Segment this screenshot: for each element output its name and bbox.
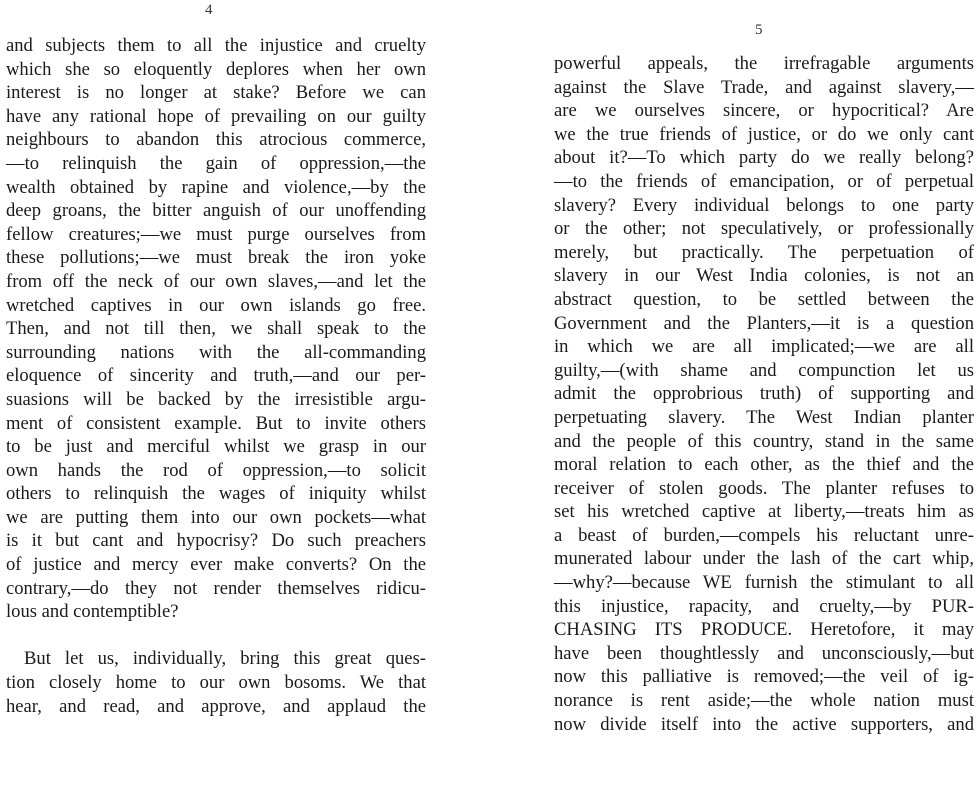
text-line: slavery? Every individual belongs to one party [554,194,974,216]
text-line: —why?—because WE furnish the stimulant to all [554,572,974,594]
text-line: these pollutions;—we must break the iron yoke [6,247,426,269]
text-line: have any rational hope of prevailing on our guilty [6,105,426,127]
paragraph-gap [6,624,426,648]
text-line: is it but cant and hypocrisy? Do such preachers [6,530,426,552]
text-line: suasions will be backed by the irresistible argu- [6,388,426,410]
text-line: own hands the rod of oppression,—to solicit [6,459,426,481]
text-line: moral relation to each other, as the thief and the [554,454,974,476]
text-line: set his wretched captive at liberty,—treats him as [554,501,974,523]
text-line: lous and contemptible? [6,601,179,623]
text-line: we are putting them into our own pockets—what [6,506,426,528]
text-line: —to the friends of emancipation, or of perpetual [554,170,974,192]
text-line: wretched captives in our own islands go free. [6,294,426,316]
right-page [548,0,980,800]
text-line: interest is no longer at stake? Before we can [6,82,426,104]
text-line: ment of consistent example. But to invite others [6,412,426,434]
text-line: slavery in our West India colonies, is not an [554,265,974,287]
text-line: in which we are all implicated;—we are all [554,336,974,358]
text-line: from off the neck of our own slaves,—and let the [6,270,426,292]
text-line: powerful appeals, the irrefragable arguments [554,53,974,74]
text-line: Then, and not till then, we shall speak to the [6,318,426,340]
text-line: or the other; not speculatively, or professionally [554,218,974,240]
text-line: a beast of burden,—compels his reluctant unre- [554,524,974,546]
text-line: —to relinquish the gain of oppression,—the [6,152,426,174]
text-line: wealth obtained by rapine and violence,—by the [6,176,426,198]
page-number-right: 5 [755,22,763,38]
text-line: neighbours to abandon this atrocious commerce, [6,129,426,151]
text-line: we the true friends of justice, or do we only cant [554,123,974,145]
text-line: Government and the Planters,—it is a question [554,312,974,334]
right-page-text [554,52,974,736]
text-line: eloquence of sincerity and truth,—and our per- [6,365,426,387]
text-line: contrary,—do they not render themselves ridicu- [6,577,426,599]
text-line: now this palliative is removed;—the veil of ig- [554,666,974,688]
text-line: guilty,—(with shame and compunction let us [554,359,974,381]
text-line: of justice and mercy ever make converts? On the [6,554,426,576]
text-line: are we ourselves sincere, or hypocritical? Are [554,100,974,122]
text-line: now divide itself into the active supporters, and [554,713,974,735]
text-line: which she so eloquently deplores when her own [6,58,426,80]
text-line: and the people of this country, stand in the same [554,430,974,452]
text-line: fellow creatures;—we must purge ourselves from [6,223,426,245]
text-line: munerated labour under the lash of the cart whip, [554,548,974,570]
text-line: surrounding nations with the all-commanding [6,341,426,363]
text-line: about it?—To which party do we really belong? [554,147,974,169]
text-line: merely, but practically. The perpetuation of [554,241,974,263]
text-line: have been thoughtlessly and unconsciously,—but [554,642,974,664]
text-line: tion closely home to our own bosoms. We that [6,672,426,694]
text-line: perpetuating slavery. The West Indian planter [554,406,974,428]
left-page [0,0,440,800]
left-page-text [6,34,426,718]
text-line: norance is rent aside;—the whole nation must [554,690,974,712]
text-line: others to relinquish the wages of iniquity whilst [6,483,426,505]
text-line: receiver of stolen goods. The planter refuses to [554,477,974,499]
text-line: this injustice, rapacity, and cruelty,—by PUR- [554,595,974,617]
text-line: against the Slave Trade, and against slavery,— [554,76,974,98]
text-line: admit the opprobrious truth) of supporting and [554,383,974,405]
text-line: But let us, individually, bring this great ques- [24,648,426,670]
text-line: abstract question, to be settled between the [554,288,974,310]
text-line: and subjects them to all the injustice and cruelty [6,35,426,56]
text-line: to be just and merciful whilst we grasp in our [6,436,426,458]
text-line: hear, and read, and approve, and applaud the [6,695,426,717]
text-line: deep groans, the bitter anguish of our unoffending [6,200,426,222]
page-number-left: 4 [205,2,213,18]
text-line: CHASING ITS PRODUCE. Heretofore, it may [554,619,974,641]
